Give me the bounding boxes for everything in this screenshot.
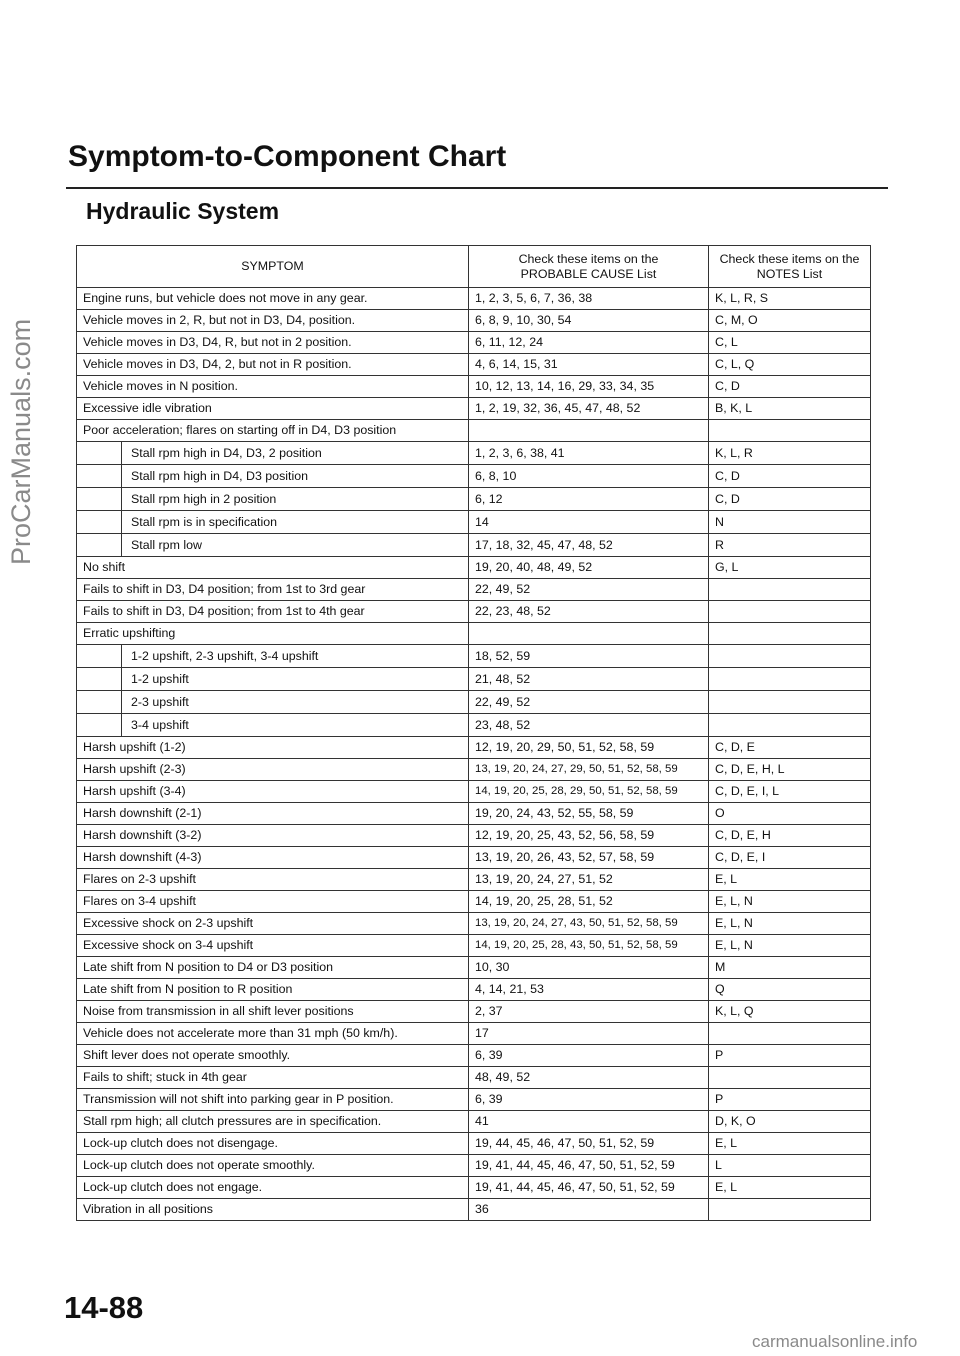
notes-cell: C, D, E, I, L [709,781,871,803]
probable-cause-cell: 22, 49, 52 [469,691,709,714]
probable-cause-cell: 17, 18, 32, 45, 47, 48, 52 [469,534,709,557]
notes-cell: K, L, R, S [709,288,871,310]
probable-cause-cell: 19, 44, 45, 46, 47, 50, 51, 52, 59 [469,1133,709,1155]
symptom-cell: Shift lever does not operate smoothly. [77,1045,469,1067]
notes-cell: L [709,1155,871,1177]
symptom-subtext: 1-2 upshift, 2-3 upshift, 3-4 upshift [121,645,462,667]
probable-cause-cell: 6, 11, 12, 24 [469,332,709,354]
notes-cell: R [709,534,871,557]
probable-cause-cell: 14, 19, 20, 25, 28, 29, 50, 51, 52, 58, 59 [469,781,709,803]
table-row [77,579,871,601]
probable-cause-cell: 22, 23, 48, 52 [469,601,709,623]
symptom-cell: Lock-up clutch does not engage. [77,1177,469,1199]
table-row [77,1067,871,1089]
symptom-header: SYMPTOM [77,246,469,288]
probable-cause-cell: 4, 6, 14, 15, 31 [469,354,709,376]
notes-cell: C, D [709,465,871,488]
probable-cause-cell: 19, 41, 44, 45, 46, 47, 50, 51, 52, 59 [469,1177,709,1199]
probable-cause-cell [469,420,709,442]
notes-cell [709,714,871,737]
notes-cell: B, K, L [709,398,871,420]
table-row [77,534,871,557]
notes-cell: O [709,803,871,825]
symptom-cell: Lock-up clutch does not disengage. [77,1133,469,1155]
table-row [77,623,871,645]
probable-cause-cell: 13, 19, 20, 26, 43, 52, 57, 58, 59 [469,847,709,869]
table-body [77,288,871,1221]
table-row [77,1155,871,1177]
notes-cell: K, L, R [709,442,871,465]
table-row [77,557,871,579]
table-row [77,488,871,511]
table-row [77,442,871,465]
symptom-cell: Poor acceleration; flares on starting off in D4, D3 position [77,420,469,442]
probable-cause-cell: 22, 49, 52 [469,579,709,601]
table-row [77,1177,871,1199]
probable-cause-cell: 21, 48, 52 [469,668,709,691]
table-row [77,759,871,781]
symptom-subtext: Stall rpm high in D4, D3, 2 position [121,442,462,464]
notes-cell [709,579,871,601]
notes-cell: D, K, O [709,1111,871,1133]
symptom-cell: No shift [77,557,469,579]
notes-cell: K, L, Q [709,1001,871,1023]
table-row [77,465,871,488]
notes-cell: N [709,511,871,534]
table-row [77,1199,871,1221]
probable-cause-cell: 19, 41, 44, 45, 46, 47, 50, 51, 52, 59 [469,1155,709,1177]
symptom-subcell [77,714,469,737]
probable-cause-cell: 1, 2, 19, 32, 36, 45, 47, 48, 52 [469,398,709,420]
symptom-cell: Erratic upshifting [77,623,469,645]
symptom-subtext: 1-2 upshift [121,668,462,690]
probable-cause-cell: 17 [469,1023,709,1045]
table-row [77,714,871,737]
table-row [77,737,871,759]
symptom-cell: Vehicle moves in 2, R, but not in D3, D4, position. [77,310,469,332]
symptom-cell: Late shift from N position to D4 or D3 position [77,957,469,979]
notes-cell: E, L [709,1177,871,1199]
notes-cell: C, M, O [709,310,871,332]
notes-cell: E, L [709,869,871,891]
table-row [77,420,871,442]
symptom-cell: Transmission will not shift into parking gear in P position. [77,1089,469,1111]
probable-cause-cell: 10, 30 [469,957,709,979]
probable-cause-header: Check these items on the PROBABLE CAUSE List [469,246,709,288]
symptom-cell: Vehicle does not accelerate more than 31 mph (50 km/h). [77,1023,469,1045]
notes-cell [709,420,871,442]
symptom-cell: Flares on 2-3 upshift [77,869,469,891]
table-row [77,1089,871,1111]
notes-cell [709,601,871,623]
symptom-cell: Harsh upshift (2-3) [77,759,469,781]
probable-cause-cell: 1, 2, 3, 6, 38, 41 [469,442,709,465]
table-row [77,691,871,714]
symptom-cell: Harsh downshift (3-2) [77,825,469,847]
symptom-cell: Excessive idle vibration [77,398,469,420]
notes-cell: E, L, N [709,913,871,935]
symptom-cell: Flares on 3-4 upshift [77,891,469,913]
symptom-subcell [77,488,469,511]
table-row [77,398,871,420]
probable-cause-cell: 6, 12 [469,488,709,511]
probable-cause-cell: 36 [469,1199,709,1221]
table-row [77,376,871,398]
notes-cell: E, L [709,1133,871,1155]
symptom-subcell [77,645,469,668]
probable-cause-cell: 12, 19, 20, 25, 43, 52, 56, 58, 59 [469,825,709,847]
notes-cell [709,645,871,668]
notes-cell [709,623,871,645]
table-row [77,869,871,891]
symptom-cell: Harsh downshift (2-1) [77,803,469,825]
symptom-cell: Fails to shift in D3, D4 position; from 1st to 4th gear [77,601,469,623]
table-row [77,913,871,935]
symptom-component-table [76,245,871,1221]
notes-cell [709,1023,871,1045]
symptom-cell: Harsh upshift (1-2) [77,737,469,759]
probable-cause-cell: 41 [469,1111,709,1133]
probable-cause-cell: 6, 8, 9, 10, 30, 54 [469,310,709,332]
notes-cell: E, L, N [709,935,871,957]
table-row [77,332,871,354]
table-row [77,1045,871,1067]
table-row [77,310,871,332]
probable-cause-cell: 23, 48, 52 [469,714,709,737]
symptom-cell: Harsh upshift (3-4) [77,781,469,803]
notes-cell: C, D [709,376,871,398]
probable-cause-cell: 13, 19, 20, 24, 27, 43, 50, 51, 52, 58, 59 [469,913,709,935]
section-title: Hydraulic System [86,198,280,224]
symptom-cell: Engine runs, but vehicle does not move in any gear. [77,288,469,310]
table-row [77,1001,871,1023]
notes-cell: Q [709,979,871,1001]
symptom-subtext: Stall rpm low [121,534,462,556]
page-title: Symptom-to-Component Chart [68,140,507,173]
probable-cause-cell: 14, 19, 20, 25, 28, 51, 52 [469,891,709,913]
notes-cell: C, L, Q [709,354,871,376]
probable-cause-cell: 6, 39 [469,1089,709,1111]
table-row [77,781,871,803]
table-row [77,825,871,847]
symptom-subtext: Stall rpm is in specification [121,511,462,533]
symptom-subcell [77,691,469,714]
notes-cell: C, D, E, H [709,825,871,847]
probable-cause-cell: 13, 19, 20, 24, 27, 29, 50, 51, 52, 58, 59 [469,759,709,781]
notes-cell: P [709,1089,871,1111]
symptom-cell: Excessive shock on 2-3 upshift [77,913,469,935]
notes-cell: C, L [709,332,871,354]
symptom-cell: Stall rpm high; all clutch pressures are in specification. [77,1111,469,1133]
symptom-subcell [77,668,469,691]
probable-cause-cell: 14, 19, 20, 25, 28, 43, 50, 51, 52, 58, 59 [469,935,709,957]
probable-cause-cell: 6, 8, 10 [469,465,709,488]
symptom-cell: Vibration in all positions [77,1199,469,1221]
probable-cause-cell: 48, 49, 52 [469,1067,709,1089]
probable-cause-cell: 19, 20, 24, 43, 52, 55, 58, 59 [469,803,709,825]
notes-cell [709,1199,871,1221]
notes-cell: C, D, E, I [709,847,871,869]
notes-cell: P [709,1045,871,1067]
notes-cell [709,1067,871,1089]
probable-cause-cell: 18, 52, 59 [469,645,709,668]
table-row [77,288,871,310]
symptom-cell: Late shift from N position to R position [77,979,469,1001]
symptom-cell: Harsh downshift (4-3) [77,847,469,869]
probable-cause-cell: 4, 14, 21, 53 [469,979,709,1001]
side-watermark: ProCarManuals.com [6,318,36,565]
symptom-subtext: Stall rpm high in 2 position [121,488,462,510]
table-row [77,847,871,869]
notes-cell: C, D [709,488,871,511]
symptom-subtext: 3-4 upshift [121,714,462,736]
notes-header: Check these items on the NOTES List [709,246,871,288]
probable-cause-cell: 14 [469,511,709,534]
probable-cause-cell: 19, 20, 40, 48, 49, 52 [469,557,709,579]
symptom-cell: Vehicle moves in N position. [77,376,469,398]
notes-cell: E, L, N [709,891,871,913]
table-row [77,979,871,1001]
probable-cause-cell: 13, 19, 20, 24, 27, 51, 52 [469,869,709,891]
table-row [77,354,871,376]
symptom-cell: Lock-up clutch does not operate smoothly. [77,1155,469,1177]
symptom-subtext: Stall rpm high in D4, D3 position [121,465,462,487]
table-row [77,668,871,691]
probable-cause-cell: 10, 12, 13, 14, 16, 29, 33, 34, 35 [469,376,709,398]
symptom-subtext: 2-3 upshift [121,691,462,713]
table-row [77,511,871,534]
symptom-subcell [77,511,469,534]
symptom-subcell [77,534,469,557]
notes-cell: C, D, E, H, L [709,759,871,781]
notes-cell [709,668,871,691]
symptom-cell: Excessive shock on 3-4 upshift [77,935,469,957]
notes-cell: G, L [709,557,871,579]
symptom-cell: Vehicle moves in D3, D4, 2, but not in R position. [77,354,469,376]
probable-cause-cell: 6, 39 [469,1045,709,1067]
symptom-cell: Vehicle moves in D3, D4, R, but not in 2 position. [77,332,469,354]
title-divider [66,187,888,189]
symptom-subcell [77,442,469,465]
probable-cause-cell: 1, 2, 3, 5, 6, 7, 36, 38 [469,288,709,310]
notes-cell [709,691,871,714]
probable-cause-cell: 12, 19, 20, 29, 50, 51, 52, 58, 59 [469,737,709,759]
table-header-row [77,246,871,288]
symptom-cell: Noise from transmission in all shift lever positions [77,1001,469,1023]
table-row [77,957,871,979]
table-row [77,1111,871,1133]
table-row [77,1133,871,1155]
table-row [77,935,871,957]
probable-cause-cell [469,623,709,645]
symptom-cell: Fails to shift; stuck in 4th gear [77,1067,469,1089]
table-row [77,645,871,668]
table-row [77,891,871,913]
notes-cell: M [709,957,871,979]
bottom-watermark: carmanualsonline.info [752,1332,918,1351]
table-row [77,803,871,825]
symptom-subcell [77,465,469,488]
page-number: 14-88 [64,1290,144,1325]
symptom-cell: Fails to shift in D3, D4 position; from 1st to 3rd gear [77,579,469,601]
table-row [77,1023,871,1045]
notes-cell: C, D, E [709,737,871,759]
probable-cause-cell: 2, 37 [469,1001,709,1023]
table-row [77,601,871,623]
